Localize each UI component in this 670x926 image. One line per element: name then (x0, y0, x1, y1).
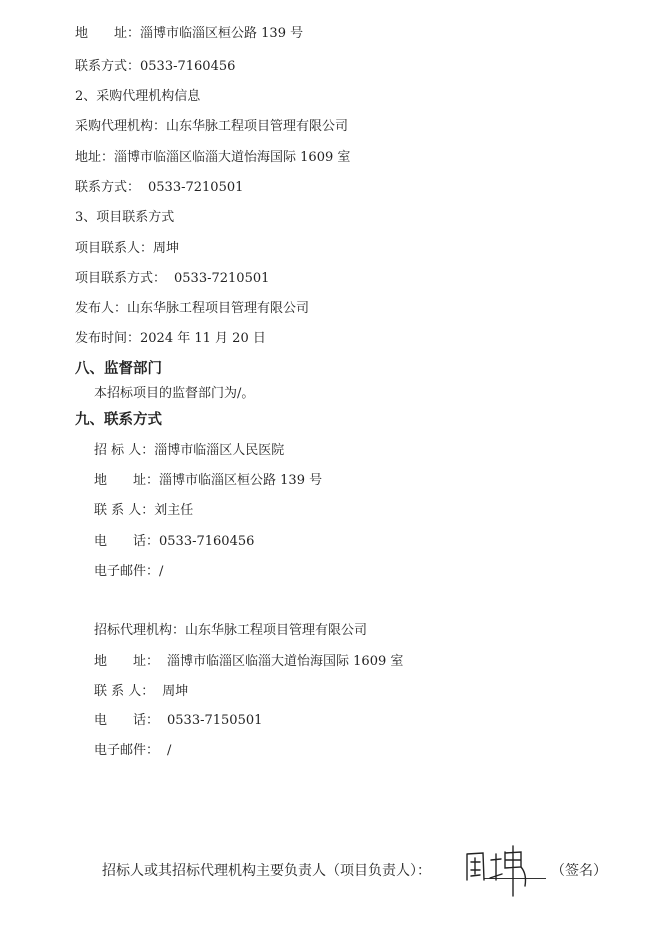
buyer-contact-line (75, 59, 235, 75)
tenderer-name-line (94, 443, 284, 459)
agency2-phone-line (94, 713, 262, 729)
label: 项目联系方式： (75, 271, 167, 286)
value: 0533-7160456 (159, 534, 255, 549)
section-8-body: 本招标项目的监督部门为/。 (94, 386, 255, 401)
label: 联系方式： (75, 59, 141, 74)
label: 地 址： (94, 654, 160, 669)
value: 山东华脉工程项目管理有限公司 (127, 301, 310, 316)
value: 山东华脉工程项目管理有限公司 (166, 119, 349, 134)
section-9-title: 九、联系方式 (75, 412, 162, 428)
value: 刘主任 (154, 503, 194, 518)
label: 招标代理机构： (94, 623, 186, 638)
value: / (159, 564, 164, 579)
label: 地 址： (75, 26, 141, 41)
agency2-contact-line (94, 684, 188, 700)
publish-time-line (75, 331, 266, 347)
agency-name-line (75, 119, 348, 135)
tenderer-contact-line (94, 503, 193, 519)
value: 周坤 (162, 684, 189, 699)
value: 0533-7210501 (148, 180, 244, 195)
value: 0533-7210501 (174, 271, 270, 286)
label: 项目联系人： (75, 241, 154, 256)
buyer-address-line (75, 26, 303, 42)
value: 淄博市临淄区桓公路 139 号 (159, 473, 323, 488)
section-8-title: 八、监督部门 (75, 361, 162, 377)
value: / (167, 743, 172, 758)
label: 联 系 人： (94, 503, 155, 518)
handwritten-signature (455, 840, 535, 900)
signature-suffix: （签名） (551, 863, 607, 879)
label: 地址： (75, 150, 115, 165)
label: 发布人： (75, 301, 128, 316)
value: 淄博市临淄区临淄大道怡海国际 1609 室 (167, 654, 404, 669)
label: 联系方式： (75, 180, 141, 195)
agency2-address-line (94, 654, 403, 670)
signature-prefix: 招标人或其招标代理机构主要负责人（项目负责人）： (102, 863, 431, 879)
label: 招 标 人： (94, 443, 155, 458)
tenderer-phone-line (94, 534, 254, 550)
tenderer-email-line (94, 564, 163, 580)
value: 淄博市临淄区人民医院 (154, 443, 285, 458)
label: 电 话： (94, 534, 160, 549)
label: 发布时间： (75, 331, 141, 346)
label: 采购代理机构： (75, 119, 167, 134)
label: 电 话： (94, 713, 160, 728)
label: 电子邮件： (94, 743, 160, 758)
publisher-line (75, 301, 309, 317)
label: 地 址： (94, 473, 160, 488)
value: 淄博市临淄区临淄大道怡海国际 1609 室 (114, 150, 351, 165)
value: 淄博市临淄区桓公路 139 号 (140, 26, 304, 41)
value: 2024 年 11 月 20 日 (140, 331, 266, 346)
value: 周坤 (153, 241, 180, 256)
agency-contact-line (75, 180, 243, 196)
project-person-line (75, 241, 179, 257)
label: 电子邮件： (94, 564, 160, 579)
agency2-email-line (94, 743, 171, 759)
label: 联 系 人： (94, 684, 155, 699)
agency2-name-line (94, 623, 367, 639)
value: 0533-7160456 (140, 59, 236, 74)
project-phone-line (75, 271, 269, 287)
value: 山东华脉工程项目管理有限公司 (185, 623, 368, 638)
value: 0533-7150501 (167, 713, 263, 728)
tenderer-address-line (94, 473, 322, 489)
agency-info-heading: 2、采购代理机构信息 (75, 89, 201, 104)
agency-address-line (75, 150, 350, 166)
project-contact-heading: 3、项目联系方式 (75, 210, 175, 225)
